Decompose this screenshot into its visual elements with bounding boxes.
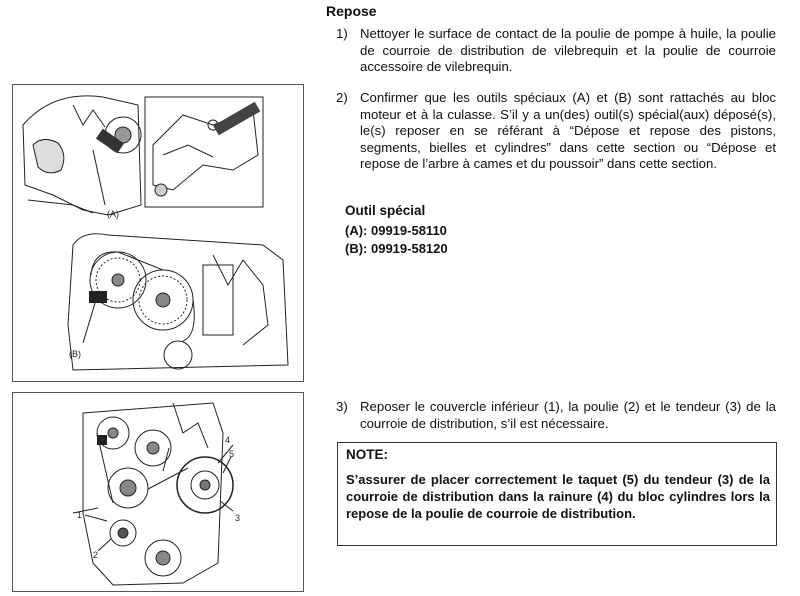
callout-1: 1	[77, 510, 83, 520]
step-text: Confirmer que les outils spéciaux (A) et (B) sont rattachés au bloc moteur et à la culasse. S’il y a un(des) outil(s) spécial(aux) déposé(s), le(s) reposer en se référant à “Dépose et repose des pistons, segments, bielles et cylindres” dans cette section ou “Dépose et repose de l’arbre à cames et du poussoir” dans cette section.	[360, 90, 776, 172]
label-a: (A)	[107, 209, 119, 219]
step-1	[336, 26, 776, 76]
callout-2: 2	[93, 550, 99, 560]
callout-5: 5	[229, 449, 235, 459]
figure-special-tools	[12, 84, 304, 382]
step-text: Nettoyer le surface de contact de la poulie de pompe à huile, la poulie de courroie de distribution de vilebrequin et la poulie de courroie accessoire de vilebrequin.	[360, 26, 776, 75]
section-heading: Repose	[326, 3, 377, 19]
step-number: 2)	[336, 90, 348, 105]
engine-illustration-tools	[13, 85, 303, 381]
step-number: 3)	[336, 399, 348, 414]
note-text: S’assurer de placer correctement le taquet (5) du tendeur (3) de la courroie de distribution dans la rainure (4) du bloc cylindres lors la repose de la poulie de courroie de distribution.	[346, 472, 770, 521]
label-b: (B)	[69, 349, 81, 359]
step-text: Reposer le couvercle inférieur (1), la poulie (2) et le tendeur (3) de la courroie de distribution, s’il est nécessaire.	[360, 399, 776, 431]
special-tool-b: (B): 09919-58120	[345, 241, 448, 256]
step-2	[336, 90, 776, 173]
special-tool-a: (A): 09919-58110	[345, 223, 447, 238]
callout-3: 3	[235, 513, 241, 523]
step-3	[336, 399, 776, 432]
callout-4: 4	[225, 435, 231, 445]
figure-timing-belt-install	[12, 392, 304, 592]
special-tool-title: Outil spécial	[345, 203, 426, 218]
note-title: NOTE:	[346, 447, 388, 462]
step-number: 1)	[336, 26, 348, 41]
note-box	[337, 442, 777, 546]
engine-illustration-belt	[13, 393, 303, 591]
